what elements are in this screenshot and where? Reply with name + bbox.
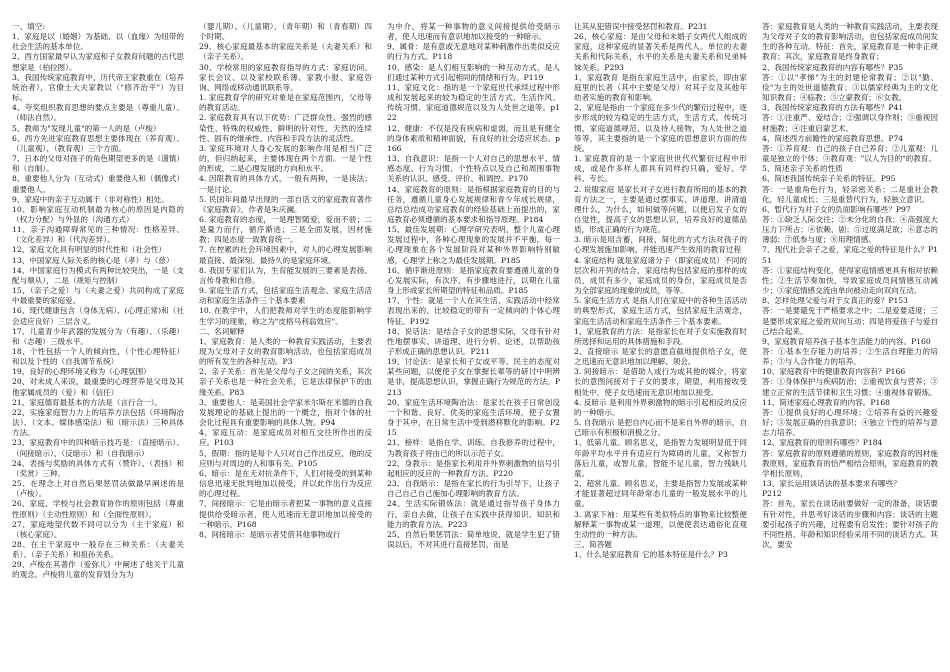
paragraph: 17、儿童青少年武器的发展分为（有趣）、（乐趣）和（志趣）三级水平。: [12, 326, 184, 346]
paragraph: 18、个性包括一个人的倾向性、（个性心理特征）和以及个性的（自我调节系统）: [12, 347, 184, 367]
paragraph: 29、卢梭在其著作（爱弥儿）中阐述了他关于儿童的观念。卢梭将儿童的发育划分为为: [12, 560, 184, 580]
paragraph: 21、榜样：是指在学、训练、自我修养的过程中，为教育孩子将由已的所以示范子女。: [387, 438, 560, 458]
paragraph: 10. 在教学中，人们把教师对学生的态度能影响学生学习的现象，称之为"皮格马利翁效应"。: [199, 306, 372, 326]
paragraph: 5. 民国年间最早出现的一部自话文的家庭教育著作《家庭教育》，作者是朱庆澜。: [199, 194, 372, 214]
paragraph: 答：①身体保护与疾病防治；②重视饮食与营养；③建立正常的生活节律和卫生习惯；④重视体育锻炼。: [762, 377, 938, 397]
paragraph: 2、直接暗示 是家长的意愿直截地提供给子女，使之迅速而无意识地加以理解、领会。: [574, 347, 747, 367]
paragraph: 2. 家庭教育具有以下优势：广泛群众性、强烈的感染性、特殊的权威性、鲜明的针对性、天然的连续性、固有的继承性、内容和手段方法的灵活性。: [199, 113, 372, 143]
paragraph: 8、重要他人分为（互动式）重要他人和（偶像式）重要他人。: [12, 174, 184, 194]
paragraph: 4、家庭互动：是家庭成员对相互交往所作出的反应。P103: [199, 428, 372, 448]
paragraph: 22、身教示：是指家长利用并外界刺激物的信号引起相应的反应的一种教育方法。P220: [387, 458, 560, 478]
paragraph: 9、家庭教育培养孩子基本生活能力的内容。P160: [762, 336, 931, 346]
paragraph: （婴儿期）、（儿童期）、（青年期）和（青春期）四个时期。: [199, 22, 372, 42]
paragraph: 7、间接暗示：它是由暗示者把某一事物的意义直接提供给受暗示者，使人迅速而无意识地加以接受的一种暗示。P168: [199, 499, 372, 529]
paragraph: 4、简述西方前瞻性的家庭教育思想。P74: [762, 133, 904, 143]
paragraph: 答：一是要避免于严格要求之中；二是爱要适度；三是要形成家庭之爱的双向互动；四是将爱孩子与爱自己结合起来。: [762, 306, 938, 336]
paragraph: 答：首先，家长在谈话前要做好一定的准备，谈话要有针对性，并思考好谈话的步骤和内容；谈话的主题要引起孩子的兴趣，过程要有启发性；要针对孩子的不同性格、年龄和知识经验采用不同的谈话方式。其次，要安: [762, 499, 938, 549]
paragraph: 19、讨论法：是家长和子女或平等、民主的态度对某些问题，以便使子女在掌握长辈等的研讨中明辨是非，提高思想认识，掌握正确行为规范的方法。P213: [387, 357, 560, 397]
paragraph: 6、暂代行为对子女的负面影响有哪些？P97: [762, 204, 911, 214]
paragraph: 1、家庭教育的方法：是指家长在对子女实施教育时所选择和运用的具体措施和手段。: [574, 326, 747, 346]
paragraph: 8. 我国专家们认为，生育能发展的三要素是表扬、言传身教和自修。: [199, 265, 372, 285]
paragraph: 6、简述我国传统亲子关系的特征。P95: [762, 174, 896, 184]
paragraph: 9、属骨：是有意或无意地对某种刺激作出类似反应的行为方式。P118: [387, 42, 560, 62]
paragraph: 1. 家庭教育学的研究对象是在家庭范围内，父母等的教育活动。: [199, 93, 372, 113]
paragraph: 答：①家庭结构变化，使得家庭情感更具有相对依赖性；②生活节奏加快，导致家庭成员间情感互动减少；③家庭情感交流由单向被动走向双向互动。: [762, 265, 938, 296]
paragraph: 2、超常儿童。顾名思义，主要是指智力发展或某种才能显著超过同年龄常态儿童的一般发展水平的儿童。: [574, 479, 747, 509]
paragraph: 3、重要他人：是美国社会学家米尔斯在米德的自我发展理论的基础上提出的一个概念，指对个体的社会化过程具有重要影响的具体人物。P94: [199, 397, 372, 428]
text-column-5: [762, 22, 938, 667]
paragraph: 4. 反暗示 是利用外界刺激物的暗示引起相反的反应的一种暗示。: [574, 397, 747, 417]
paragraph: 20、对未成人来说，最重要的心理营养是父母及其他家属成员的（爱）和（信任）: [12, 377, 184, 397]
text-column-3: [387, 22, 560, 667]
paragraph: 12、家庭文化具有明显的时代性和（社会性）: [12, 245, 166, 255]
paragraph: 3、我国传统家庭教育的方法有哪些？P41: [762, 103, 904, 113]
paragraph: 6. 家庭教育的态度，一是理智随爱，爱而不骄；二是量力而行，循序渐进；三是全面发展，因材施教；四是态度一致教育统一。: [199, 214, 372, 245]
paragraph: 3、我国传统家庭教育中，历代帝王家教重在（培养统治者），官僚士大夫家教以（"修齐治平"）为目标。: [12, 72, 184, 103]
paragraph: 答：①养育观：自己的孩子自己养育；②儿童观：儿童是独立的个体；③教育观："以人为目的"的教育。: [762, 143, 938, 164]
paragraph: 4. 因限教育的具体方式，一般有两种，一是读法；一是讨论。: [199, 174, 372, 194]
paragraph: 10、家庭教育中的健康教育内容有？P166: [762, 367, 906, 377]
paragraph: 7. 在控累的社会环境因素中，对人的心理发展影响最直接、最深刻、最持久的是家庭环境。: [199, 245, 372, 265]
paragraph: 17、个性：就是一个人在其生活、实践活动中经常表现出来的、比较稳定的带有一定倾向的个体心理特征。P192: [387, 296, 560, 326]
paragraph: 3. 间接暗示：是借助人或行为或其他的媒介，将家长的意图间接对于子女的要求，期望，利用接收受相处中，使子女迅速而无意识地加以接受。: [574, 367, 747, 397]
paragraph: 25、自然后果惩罚法：简单地说，就是学生犯了错误以后，不对其进行直接惩罚，而是: [387, 529, 560, 549]
paragraph: 16、循序渐进原则：是指家庭教育要遵循儿童的身心发展实际，有次序、有步骤地进行，以期在儿童身上形成家长所期望的特征和品质。P185: [387, 265, 560, 296]
paragraph: 21、家庭德育最基本的方法是（言行合一）。: [12, 397, 163, 407]
paragraph: 26、家庭、学校与社会教育协作的原则包括（尊重性原则）（主动性原则）和（全面性原则）。: [12, 499, 184, 519]
paragraph: 6、暗示：是在无对抗条件下，人们对接受的到某种信息迅速无批判地加以接受，并以此作出行为反应的心理过程。: [199, 468, 372, 499]
paragraph: 7、现代社会亲子之爱，家庭之爱的特征是什么？P151: [762, 245, 938, 265]
paragraph: 2. 说服家庭 是家长对子女进行教育所用的基本的教育方法之一，主要是通过摆事实、讲道理、讲清道理什么，为什么，如何做等问题，以便启发子女的自觉性，提高子女的思想认识，培养良好的道德品质，形成正确的行为规范。: [574, 184, 747, 235]
paragraph: 13、自我意识：是指一个人对自己的思想水平、情感态度、行为习惯、个性特点以及自己和周围事物关系的认识、感受、评价、和调控。P170: [387, 154, 560, 184]
paragraph: 5. 自我暗示 是把自内心而不是来自外界的暗示，自己暗示有积极和消极之分。: [574, 418, 747, 438]
paragraph: 23、自我暗示：是指在家长的行为引导下，让孩子自己自己自己施加心理影响的教育方法。: [387, 479, 560, 499]
paragraph: 24、生活实际锻炼法：就是通过指导孩子身体力行，亲自去做，让孩子在实践中获得知识、知识和能力的教育方法。P223: [387, 499, 560, 529]
paragraph: 12、健康：不仅是没有疾病和虚弱，而且是有健全的身体素质和精神面貌，有良好的社会适应状态。p166: [387, 123, 560, 153]
paragraph: 2、西方国家最早认为家庭和子女教育问题的古代思想家是（柏拉图）。: [12, 52, 184, 72]
paragraph: 4、夸奖组织教育思想的要点主要是（尊重儿童）、（师法自然）。: [12, 103, 184, 123]
paragraph: 2、家庭是指由一个家庭在多少代的繁衍过程中，逐步形成的较为稳定的生活方式，生活方式，传统习惯，家庭道德规范，以及待人接物，为人处世之道等等，其主要指的是一个家庭的思想意识方面的传统。: [574, 103, 747, 153]
paragraph: 26、核心家庭：是由父母和未婚子女两代人组成的家庭，这种家庭的显著关系是两代人。单位的夫妻关系和代际关系，水平的关系是夫妻关系和兄弟姊妹关系。P293: [574, 32, 747, 72]
paragraph: 10、影响家庭互动机制最为核心的原因是内隐的（权力分配）与外显的（沟通方式）: [12, 204, 184, 224]
paragraph: 14、中国家庭行为模式有两种比较突出，一是（支配与顺从），二是（规矩与控制）: [12, 265, 184, 285]
paragraph: 为中介，将某一种事物的意义间接提供给受暗示者，使人迅速而有意识地加以接受的一种暗示。: [387, 22, 560, 42]
paragraph: 11、亲子沟通障碍常见的三种情况：性格差异、（文化差异）和（代沟差异）。: [12, 225, 184, 245]
paragraph: 让其从犯错误中接受惩罚和教育。P231: [574, 22, 708, 31]
paragraph: 答：一是重角色行为，轻亲密关系；二是重社会教化，轻儿童成长；三是重替代行为，轻独立意识。: [762, 184, 938, 204]
paragraph: 8、怎样处理父爱与对于女真正的爱？P153: [762, 296, 908, 306]
paragraph: 24、表扬与奖励的具体方式有（赞许）、（表扬）和（奖赏）三种。: [12, 458, 184, 478]
paragraph: 1、家庭教育：是人类的一种教育实践活动，主要表现为父母对子女的教育影响活动，也包括家庭成员的所有发生的各种互动。P3: [199, 336, 372, 367]
paragraph: 16、现代健康包含（身体无病）、(心理正常)和（社会适应良好）三层含义。: [12, 306, 184, 326]
paragraph: 11、家庭文化：指的是一个家庭世代承续过程中形成和发展起来的较为稳定的生活方式、生活作风、传统习惯、家庭道德规范以及为人处世之道等。p122: [387, 82, 560, 123]
paragraph: 5. 家庭生活方式 是指人们在家庭中的各种生活活动的典型形式，家庭生活方式，包括家庭生活观念，家庭生活活动和家庭生活条件三个基本要素。: [574, 296, 747, 326]
paragraph: 20、家庭生活环境陶冶法：是家长在孩子日常创设一个和谐、良好、优美的家庭生活环境，使子女置身于其中，在日常生活中受到潜移默化的影响。P215: [387, 397, 560, 438]
paragraph: 答：家庭教育的原则遵循的原则，家庭教育的因材施教原则，家庭教育的恰严相结合原则，家庭教育的教学相长原则，: [762, 448, 938, 478]
paragraph: 一、填空:: [12, 22, 45, 31]
paragraph: 6、西方先进家庭教育思想主要体现在（养育观）、（儿童观）、（教育观）三个方面。: [12, 133, 184, 153]
paragraph: 13、家长运用谈话法的基本要求有哪些？: [762, 479, 901, 489]
paragraph: 25、在理念上对自然后果惩罚法做最早阐述的是（卢梭）。: [12, 479, 184, 499]
paragraph: 27、家庭地望代数不同可以分为（主干家庭）和（核心家庭）。: [12, 519, 184, 539]
paragraph: 10、感染：是人们相互影响的一种互动方式，是人们通过某种方式引起相同的情绪和行为。P119: [387, 62, 560, 82]
paragraph: 1、家庭教育 是指在家庭生活中，由家长，即由家庭里的长者（其中主要是父母）对其子女及其他年幼者实施的教育和影响。: [574, 72, 747, 103]
paragraph: 19、良好的心理环境又称为（心理氛围）: [12, 367, 151, 377]
paragraph: 2、我国传统家庭教育的内容有哪些？P35: [762, 62, 904, 72]
paragraph: 23、家庭教育中的四种暗示技巧是：（直接暗示）、（间接暗示）、（反暗示）和（自我暗示）: [12, 438, 184, 458]
paragraph: 答：家庭教育是人类的一种教育实践活动，主要表现为父母对子女的教育影响活动，也包括家庭成员间发生的各种互动。特征：首先，家庭教育是一种非正规教育；其次，家庭教育是终身教育；: [762, 22, 938, 62]
paragraph: 7、日本的父母对孩子的角色期望更多的是（谨慎）和（自制）。: [12, 154, 184, 174]
paragraph: 29、核心家庭最基本的家庭关系是（夫妻关系）和（亲子关系）。: [199, 42, 372, 62]
paragraph: 三、简答题: [574, 539, 612, 549]
paragraph: 答：①提供良好的心理环境；②培养有益的兴趣爱好；③发展正确的自我意识；④独立个性的培养与意志力培养。: [762, 407, 938, 438]
paragraph: P212: [762, 489, 782, 499]
text-column-2: [199, 22, 372, 667]
paragraph: 15、最佳发展期：心理学研究表明，整个儿童心理发展过程中，各种心理现象的发展并不平衡，每一心理现象在各个发展阶段对某种外界影响特别敏感，心理学上称之为最佳发展期。P185: [387, 225, 560, 265]
paragraph: 12、家庭教育的原则有哪些？P184: [762, 438, 883, 448]
paragraph: 9、家庭中的亲子互动属于（非对称性）相处。: [12, 194, 169, 204]
paragraph: 3. 家庭环境对人身心发展的影响作用是相当广泛的，但归纳起来，主要体现在两个方面。一是个性的形成，二是心理发展的方向和水平。: [199, 143, 372, 174]
paragraph: 30、学校常用的家庭教育指导的方式：家庭访问、家长会议、以及家校联系薄、家教小报、家庭咨询、网络或移动通讯联系等。: [199, 62, 372, 92]
paragraph: 1、低第儿童。顾名思义，是指智力发展明显低于同年龄平均水平并有适应行为障碍的儿童，又称智力落后儿童，或智儿童，智能不足儿童，智力残缺儿童。: [574, 438, 747, 478]
paragraph: 1、什么是家庭教育 它的基本特征是什么？P3: [574, 550, 728, 560]
paragraph: 答：①注重严、爱结合；②强调以身作则；③重视因材施教；④注重启蒙艺术。: [762, 113, 938, 133]
text-column-4: [574, 22, 747, 667]
paragraph: 1、家庭是以（婚姻）为基础、以（血缘）为纽带的社会生活的基本单位。: [12, 32, 184, 52]
paragraph: 11、简述家庭心理教育的内容。P168: [762, 397, 890, 407]
paragraph: 13、中国家庭人际关系的核心是（孝）与（慈）: [12, 255, 174, 265]
paragraph: 5、教师为"发现儿童"的第一人的是（卢梭）: [12, 123, 161, 133]
paragraph: 1. 家庭教育的是一个家庭世世代代繁衍过程中形成，或是作多样人都具有同样约只确，爱好、学科、专长。: [574, 154, 747, 184]
paragraph: 14、家庭教育的原则：是指根据家庭教育的目的与任务，遵循儿童身心发展规律和青少年成长规律，总结总结成功家庭教育的经验基础上而提出的，家庭教育必须遵循的基本要求和指导原理。P184: [387, 184, 560, 224]
paragraph: 9. 家庭生活方式，包括家庭生活观念、家庭生活活动和家庭生活条件三个基本要素: [199, 286, 372, 306]
paragraph: 答：①基本生存能力的培养；②生活自理能力的培养；③与人合作能力的培养。: [762, 347, 938, 367]
paragraph: 3. 离家下袖：用某些有类似特点的事物来比较整便解释某一事物或某一道理，以便使表达通俗化直观生动性的一种方法。: [574, 509, 747, 539]
paragraph: 2、亲子关系：首先是父母与子女之间的关系，其次亲子关系也是一种社会关系，它是法律保护下的血缘关系。P83: [199, 367, 372, 397]
paragraph: 答：①以"孝悌"为主的封建伦常教育；②以"勤、俭"为主的处世道德教育；③以儒家经典为主的文化知识教育；④临教；⑤立蒙教育；⑥女教。: [762, 72, 938, 103]
paragraph: 3. 暗示是用含蓄，间接，简化的方式方法对孩子的心理发展施加影响，并能迅速产生效用的教育过程: [574, 235, 747, 255]
paragraph: 8、间接暗示：是暗示者凭借其他事物或行: [199, 529, 341, 539]
paragraph: 28、在主干家庭中一般存在三种关系：（夫妻关系）、（亲子关系）和祖孙关系。: [12, 539, 184, 560]
paragraph: 二、名词解释: [199, 326, 245, 336]
paragraph: 18、说话法：是结合子女的思想实际，父母有针对性地摆事实、讲道理、进行分析、论述，以帮助孩子形成正确的思想认识。P211: [387, 326, 560, 356]
paragraph: 5、假期：指的是每个人只对自己作出反应，他的反应则与对周边的人和事有关。P105: [199, 448, 372, 468]
text-column-1: [12, 22, 184, 667]
paragraph: 4. 家庭结构 就是家庭诸分子（即家庭成员）不同的层次和开列的结合，家庭结构包括家庭的那样的成员，成员有多少，家庭成员的身份，家庭成员是否为全部家庭的现象的成员，等等。: [574, 255, 747, 296]
paragraph: 5、简述亲子关系的性质: [762, 164, 843, 174]
paragraph: 22、实施家庭智力力上的培养方法包括（环境陶冶法）、（文本、媒体感染法）和（暗示法）三种具体方法。: [12, 407, 184, 438]
paragraph: 15、（亲子之爱）与（夫妻之爱）共同构成了家庭中最重要的家庭爱。: [12, 286, 184, 306]
paragraph: 答：①缺乏人际交往；②未分化的自我；④高强度大压力下所占；④依赖、剧；⑤过度满足欲；⑥意志的薄弱；⑦低参与度；⑧用理情感。: [762, 214, 938, 245]
